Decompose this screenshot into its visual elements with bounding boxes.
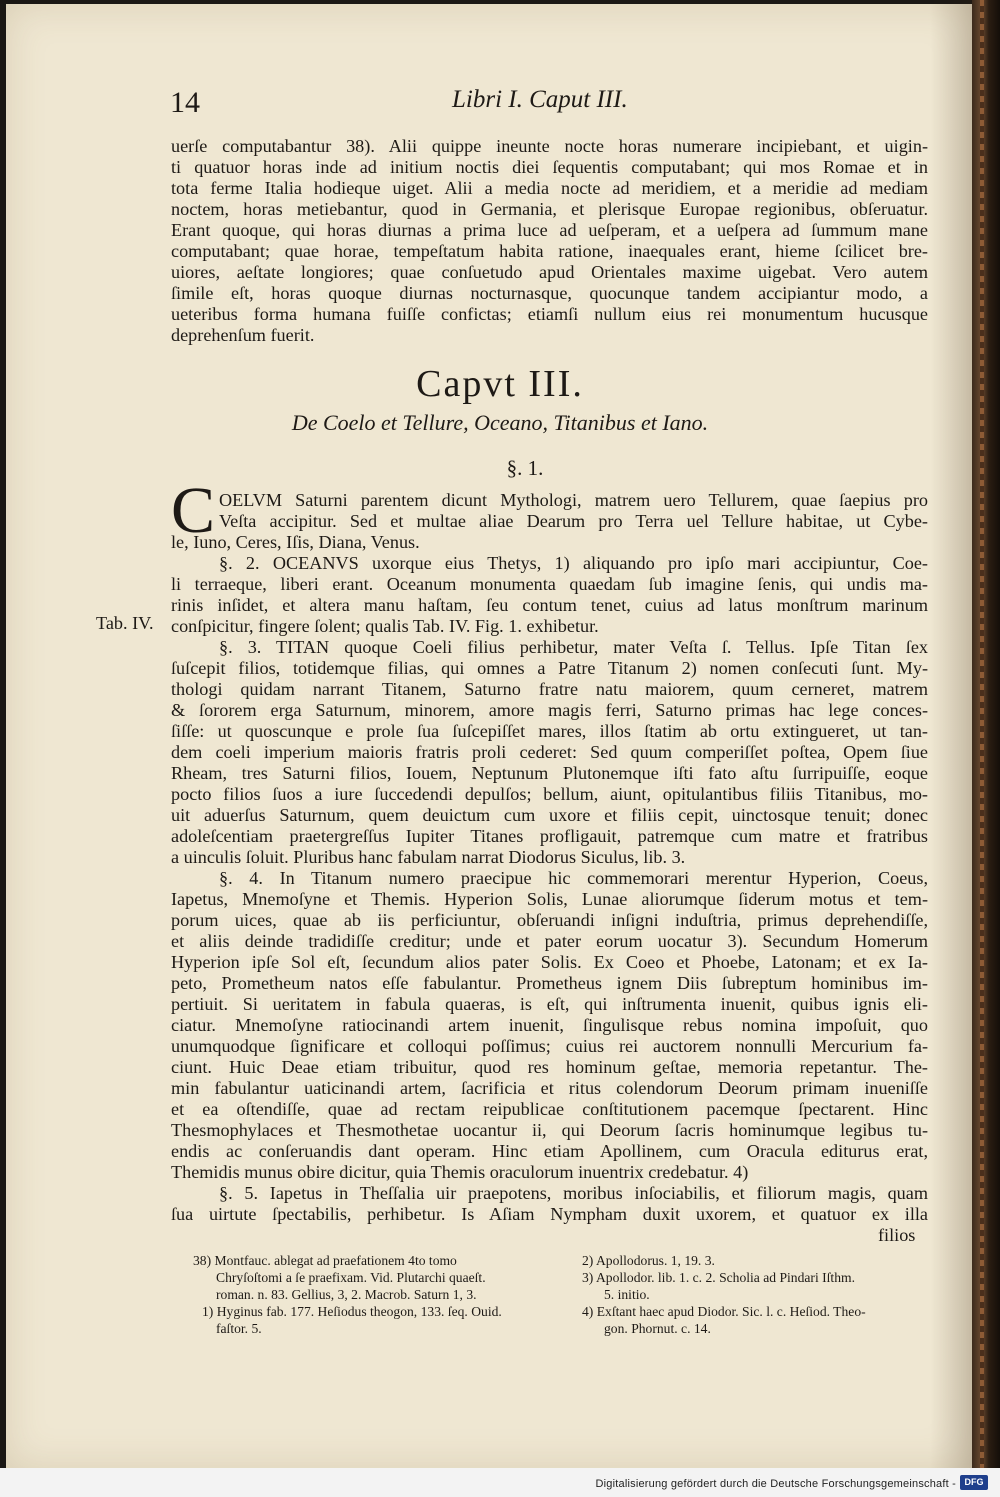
- funding-credit: Digitalisierung gefördert durch die Deutsche Forschungsgemeinschaft -: [595, 1478, 956, 1490]
- footnote-line: 38) Montfauc. ablegat ad praefationem 4to tomo: [193, 1253, 457, 1268]
- text-line: a uinculis ſoluit. Pluribus hanc fabulam narrat Diodorus Siculus, lib. 3.: [171, 847, 686, 867]
- text-line: computabant; quae horae, tempeſtatum habita ratione, inaequales erant, hieme ſcilicet bre-: [171, 241, 928, 261]
- text-line: et aliis deinde tradidiſſe creditur; unde et pater eorum uocatur 3). Secundum Homerum: [171, 931, 928, 951]
- catchword: filios: [878, 1225, 916, 1245]
- text-line: pocto filios ſuos a iure ſuccedendi depulſos; bellum, aiunt, opitulantibus filiis Titanibus, mo-: [171, 784, 928, 804]
- drop-capital: C: [171, 474, 216, 547]
- text-line: Iapetus, Mnemoſyne et Themis. Hyperion Solis, Lunae aliorumque ſiderum motus et tem-: [171, 889, 928, 909]
- text-line: ſua uirtute ſpectabilis, perhibetur. Is Aſiam Nympham duxit uxorem, et quatuor ex illa: [171, 1204, 928, 1224]
- footnote-line: 4) Exſtant haec apud Diodor. Sic. l. c. Heſiod. Theo-: [582, 1304, 866, 1319]
- chapter-subtitle: De Coelo et Tellure, Oceano, Titanibus et Iano.: [291, 410, 709, 435]
- text-line: rinis inſidet, et altera manu haſtam, ſeu contum tenet, cuius ad latus monſtrum marinum: [171, 595, 928, 615]
- text-line: ueteribus forma humana fuiſſe confictas; etiamſi nullum eius rei monumentum hucusque: [171, 304, 928, 324]
- text-line: & ſororem erga Saturnum, minorem, amore magis ferri, Saturno primas hac lege conces-: [171, 700, 928, 720]
- footnote-line: faſtor. 5.: [216, 1321, 262, 1336]
- text-line: Rheam, tres Saturni filios, Iouem, Neptunum Plutonemque iſti fato aſtu ſurripuiſſe, eoque: [171, 763, 928, 783]
- chapter-title: Capvt III.: [416, 363, 584, 405]
- text-line: ti quatuor horas inde ad initium noctis diei ſequentis computabant; qui mos Romae et in: [171, 157, 928, 177]
- text-line: Veſta accipitur. Sed et multae aliae Dearum pro Terra uel Tellure habitae, ut Cybe-: [219, 511, 928, 531]
- book-binding: [972, 0, 1000, 1470]
- text-line: uit aduerſus Saturnum, quem deuictum cum uxore et filiis cepit, uinctosque tenuit; donec: [171, 805, 928, 825]
- dfg-logo: DFG: [960, 1475, 988, 1490]
- text-line: ſiſſe: ut quoscunque e prole ſua ſuſcepiſſet mares, illos ſtatim ab ortu extingueret, ut tan-: [171, 721, 928, 741]
- footnote-line: roman. n. 83. Gellius, 3, 2. Macrob. Saturn 1, 3.: [216, 1287, 477, 1302]
- text-line: peto, Prometheum natos eſſe fabulantur. Prometheus ignem Diis ſubreptum hominibus im-: [171, 973, 928, 993]
- text-line: le, Iuno, Ceres, Iſis, Diana, Venus.: [171, 532, 420, 552]
- text-line: tota ferme Italia hodieque uiget. Alii a media nocte ad meridiem, et a meridie ad mediam: [171, 178, 928, 198]
- footnote-line: 2) Apollodorus. 1, 19. 3.: [582, 1253, 715, 1268]
- text-line: adoleſcentiam praetergreſſus Iupiter Titanes profligauit, patremque cum matre et fratribus: [171, 826, 928, 846]
- text-line: deprehenſum fuerit.: [171, 325, 315, 345]
- binding-stitch: [980, 0, 984, 1470]
- running-head: Libri I. Caput III.: [452, 86, 628, 113]
- margin-note: Tab. IV.: [96, 613, 154, 633]
- text-line: li terraeque, liberi erant. Oceanum monumenta quaedam ſub imagine ſenis, qui undis ma-: [171, 574, 928, 594]
- text-line: Hyperion ipſe Sol eſt, ſecundum alios pater Solis. Ex Coeo et Phoebe, Latonam; et ex Ia-: [171, 952, 928, 972]
- text-line: Themidis munus obire dicitur, quia Themis oraculorum inuentrix credebatur. 4): [171, 1162, 749, 1182]
- text-line: §. 3. TITAN quoque Coeli filius perhibetur, mater Veſta ſ. Tellus. Ipſe Titan ſex: [219, 637, 928, 657]
- text-line: Thesmophylaces et Thesmothetae uocantur ii, qui Deorum ſacris hominumque legibus tu-: [171, 1120, 928, 1140]
- text-line: pertiuit. Si ueritatem in fabula quaeras, is eſt, qui inſtrumenta inuenit, quibus ignis eli-: [171, 994, 928, 1014]
- text-line: ſuſcepit filios, totidemque filias, qui omnes a Patre Titanum 2) nomen conſecuti ſunt. My-: [171, 658, 928, 678]
- text-line: §. 5. Iapetus in Theſſalia uir praepotens, moribus inſociabilis, et filiorum magis, quam: [219, 1183, 928, 1203]
- footnote-line: 3) Apollodor. lib. 1. c. 2. Scholia ad Pindari Iſthm.: [582, 1270, 855, 1285]
- footnote-line: 5. initio.: [604, 1287, 650, 1302]
- text-line: ſimile eſt, horas quoque diurnas nocturnasque, quocunque tandem accipiantur modo, a: [171, 283, 928, 303]
- text-line: unumquodque ſignificare et colloqui poſſimus; cuius rei auctorem nonnulli Mercurium fa-: [171, 1036, 928, 1056]
- text-line: min fabulantur uaticinandi artem, ſacrificia et ritus colendorum Deorum primam inueniſſe: [171, 1078, 928, 1098]
- text-line: et ea oſtendiſſe, quae ad rectam reipublicae conſtitutionem pacemque ſpectarent. Hinc: [171, 1099, 928, 1119]
- text-line: §. 4. In Titanum numero praecipue hic commemorari merentur Hyperion, Coeus,: [219, 868, 928, 888]
- footnote-line: 1) Hyginus fab. 177. Heſiodus theogon, 133. ſeq. Ouid.: [202, 1304, 502, 1319]
- text-line: ciunt. Huic Deae etiam tribuitur, quod res hominum geſtae, memoria repetantur. The-: [171, 1057, 928, 1077]
- footnote-line: Chryſoſtomi a ſe praefixam. Vid. Plutarchi quaeſt.: [216, 1270, 486, 1285]
- text-line: noctem, horas metiebantur, quod in Germania, et plerisque Europae regionibus, obſeruatur.: [171, 199, 928, 219]
- text-line: uiores, aeſtate longiores; quae conſuetudo apud Orientales maxime uigebat. Vero autem: [171, 262, 928, 282]
- text-line: Erant quoque, qui horas diurnas a prima luce ad ueſperam, et a ueſpera ad ſummum mane: [171, 220, 928, 240]
- text-line: porum uices, quae ab iis perficiuntur, obſeruandi inſigni induſtria, primus deprehendiſſe,: [171, 910, 928, 930]
- text-line: conſpicitur, fingere ſolent; qualis Tab. IV. Fig. 1. exhibetur.: [171, 616, 599, 636]
- section-mark: §. 1.: [506, 456, 544, 480]
- page-number: 14: [170, 86, 200, 119]
- text-line: OELVM Saturni parentem dicunt Mythologi, matrem uero Tellurem, quae ſaepius pro: [219, 490, 928, 510]
- page-fold-shadow: [930, 0, 972, 1468]
- text-line: uerſe computabantur 38). Alii quippe ineunte nocte horas numerare incipiebant, et uigin-: [171, 136, 928, 156]
- text-line: ciatur. Mnemoſyne ratiocinandi artem inuenit, ſingulisque rebus nomina impoſuit, quo: [171, 1015, 928, 1035]
- text-line: dem coeli imperium maioris fratris proli cederet: Sed quum comperiſſet poſtea, Opem ſiue: [171, 742, 928, 762]
- text-line: thologi quidam narrant Titanem, Saturno fratre natu maiorem, quum cerneret, matrem: [171, 679, 928, 699]
- text-line: §. 2. OCEANVS uxorque eius Thetys, 1) aliquando pro ipſo mari accipiuntur, Coe-: [219, 553, 928, 573]
- text-line: endis ac conſeruandis dant operam. Hinc etiam Apollinem, cum Oracula editurus erat,: [171, 1141, 928, 1161]
- footnote-line: gon. Phornut. c. 14.: [604, 1321, 711, 1336]
